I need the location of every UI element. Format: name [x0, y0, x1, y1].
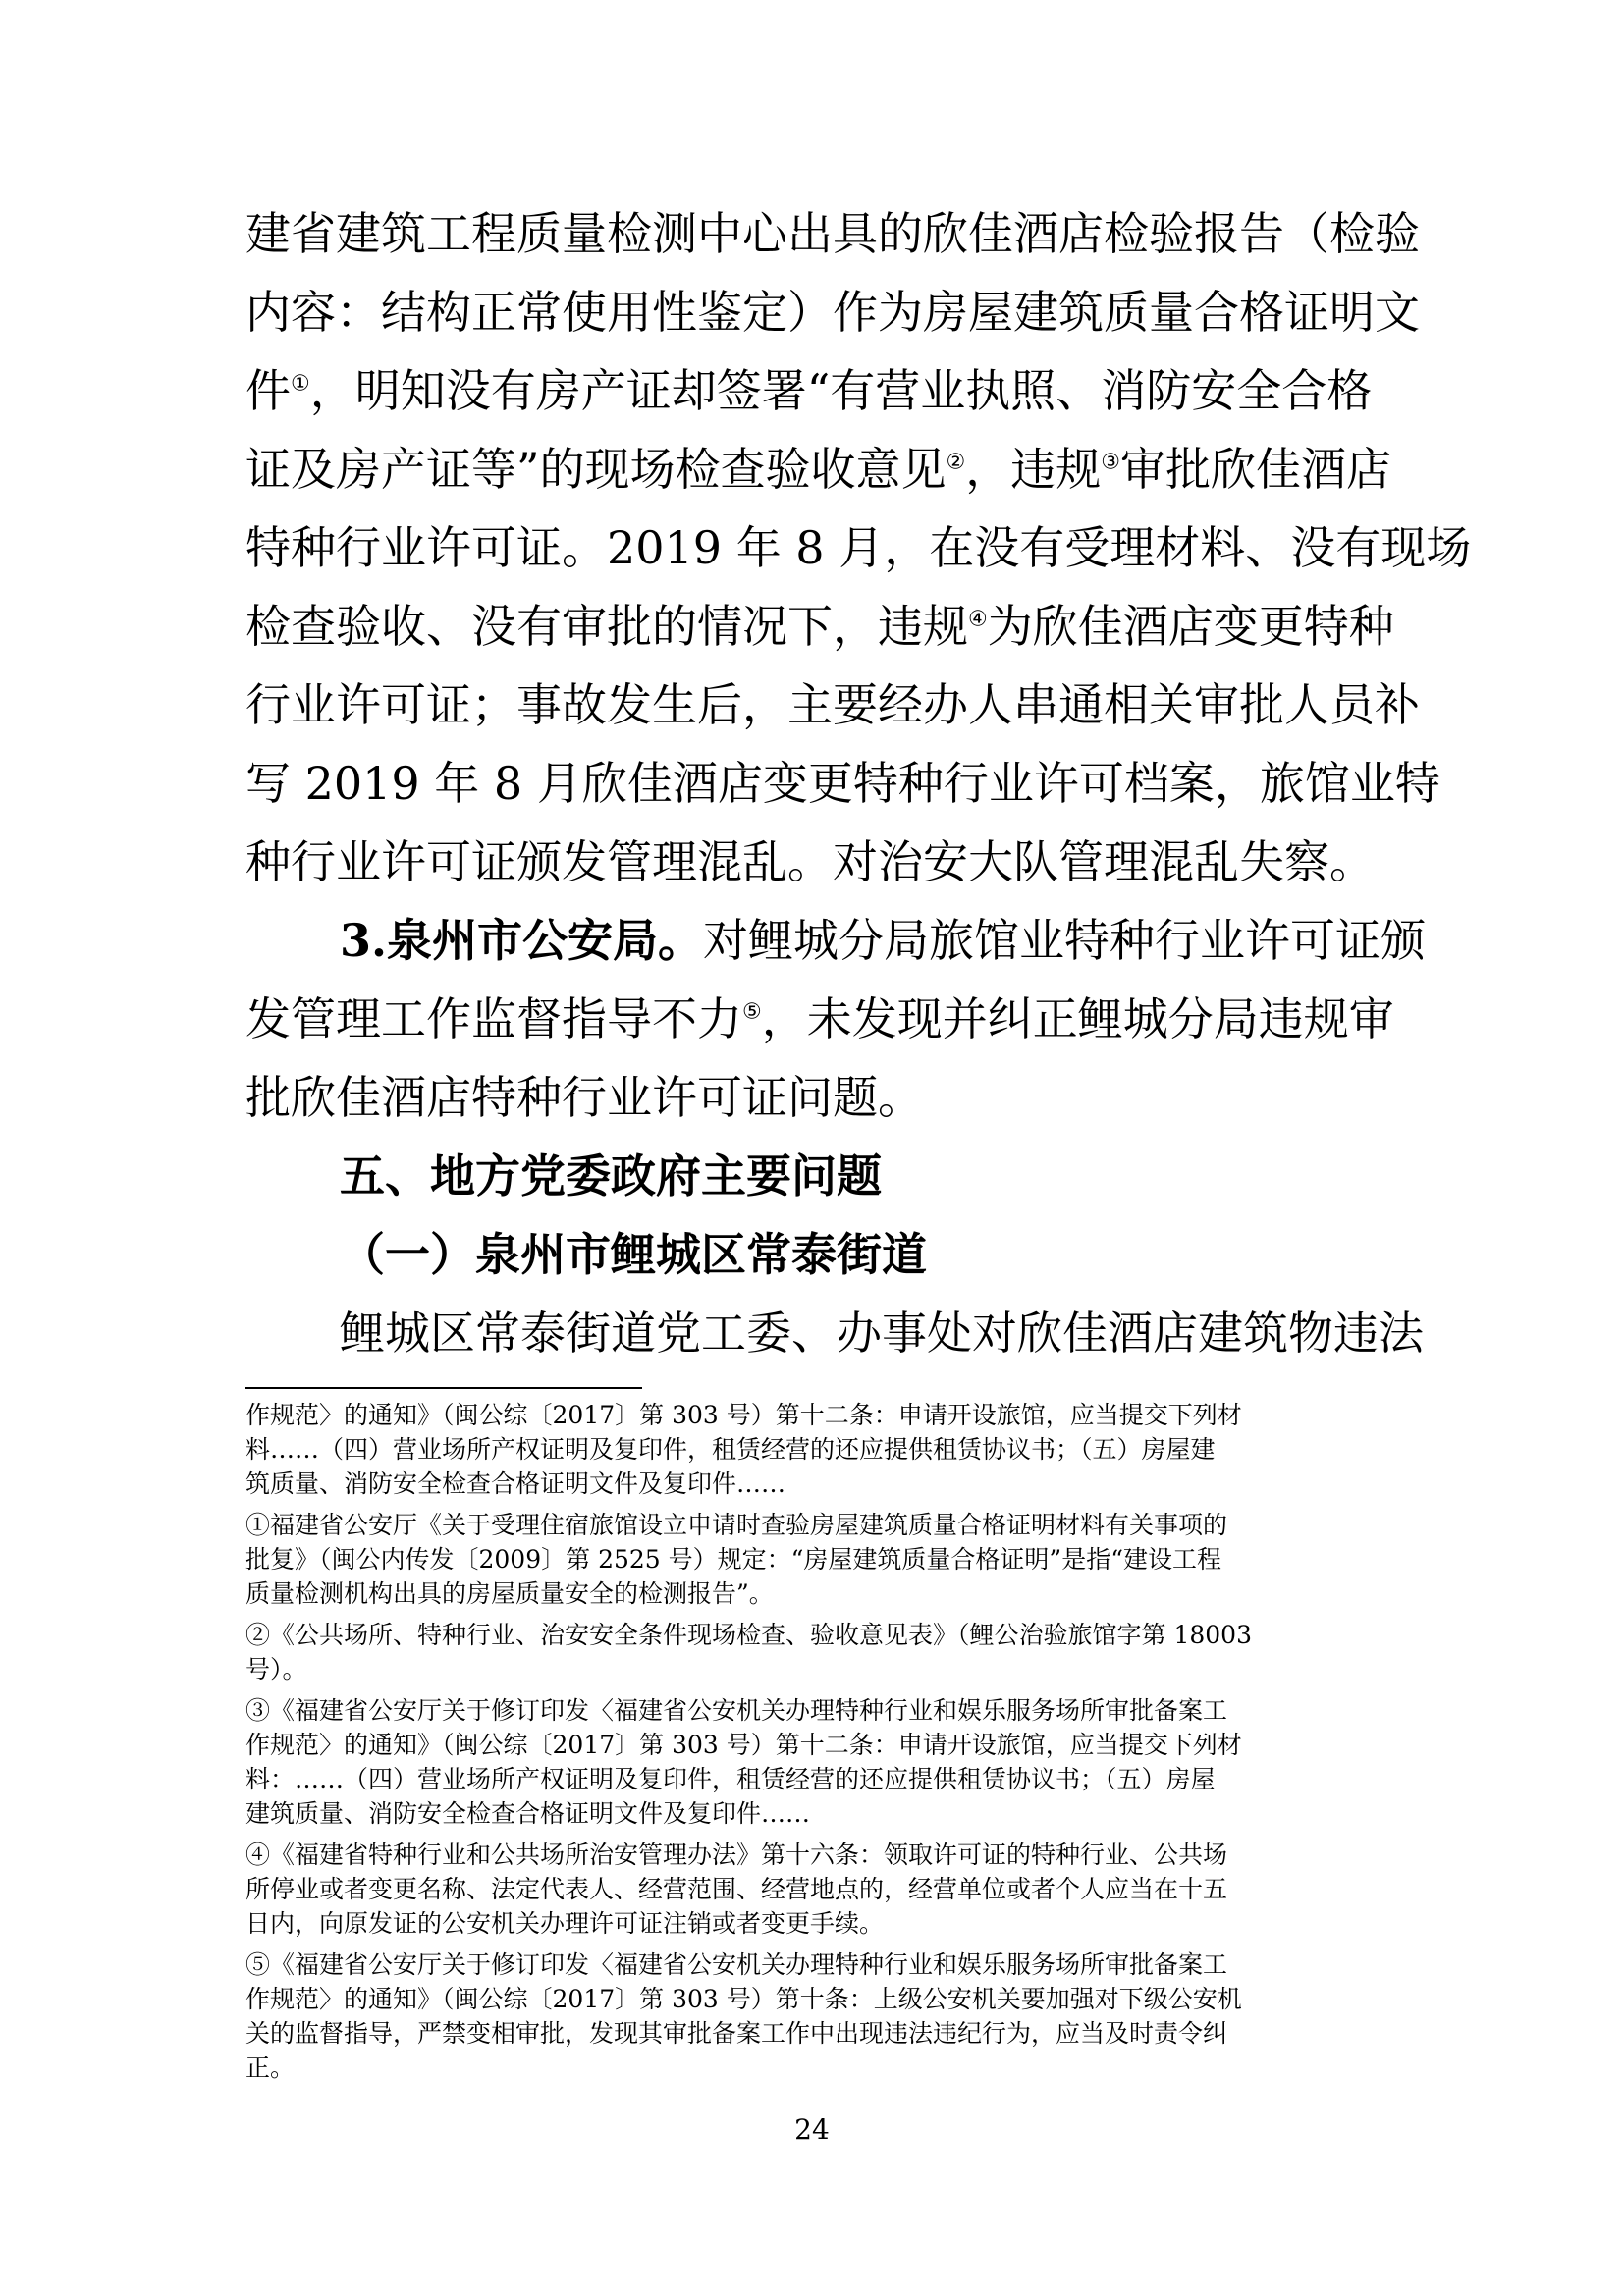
footnote-ref[interactable]: ①	[291, 371, 310, 397]
footnote-line: 料……（四）营业场所产权证明及复印件，租赁经营的还应提供租赁协议书；（五）房屋建	[245, 1435, 1216, 1464]
body-line	[245, 351, 1384, 430]
body-line	[245, 823, 1384, 901]
body-line	[245, 194, 1420, 273]
text-span: 内容：结构正常使用性鉴定）作为房屋建筑质量合格证明文	[245, 286, 1420, 339]
body-line	[245, 666, 1420, 744]
text-span: 发管理工作监督指导不力	[245, 992, 742, 1045]
subsection-heading: （一）泉州市鲤城区常泰街道	[340, 1228, 927, 1281]
text-span: ，未发现并纠正鲤城分局违规审	[761, 992, 1394, 1045]
footnote-line: 作规范〉的通知》（闽公综〔2017〕第 303 号）第十二条：申请开设旅馆，应当提交下列材	[245, 1401, 1242, 1429]
footnote-ref[interactable]: ④	[968, 607, 988, 632]
text-span: 为欣佳酒店变更特种	[987, 600, 1394, 653]
body-line	[245, 980, 1394, 1058]
text-span: 检查验收、没有审批的情况下，违规	[245, 600, 968, 653]
body-line	[245, 508, 1472, 587]
footnote-line: 正。	[245, 2054, 296, 2082]
text-span: 建省建筑工程质量检测中心出具的欣佳酒店检验报告（检验	[245, 207, 1420, 260]
text-span: 写 2019 年 8 月欣佳酒店变更特种行业许可档案，旅馆业特	[245, 757, 1440, 810]
footnote-divider	[245, 1387, 642, 1389]
footnote-line: ⑤《福建省公安厅关于修订印发〈福建省公安机关办理特种行业和娱乐服务场所审批备案工	[245, 1950, 1228, 1979]
body-line	[245, 273, 1420, 351]
footnote-line: 质量检测机构出具的房屋质量安全的检测报告”。	[245, 1579, 774, 1608]
footnote-ref[interactable]: ⑤	[742, 999, 762, 1025]
footnote-line: ③《福建省公安厅关于修订印发〈福建省公安机关办理特种行业和娱乐服务场所审批备案工	[245, 1696, 1228, 1725]
footnote-line: 建筑质量、消防安全检查合格证明文件及复印件……	[245, 1799, 811, 1828]
footnote-line: 号）。	[245, 1655, 307, 1683]
footnote-line: ②《公共场所、特种行业、治安安全条件现场检查、验收意见表》（鲤公治验旅馆字第 18003	[245, 1621, 1252, 1649]
footnotes	[245, 1398, 1384, 2085]
body-line	[245, 430, 1391, 508]
footnote-line: 关的监督指导，严禁变相审批，发现其审批备案工作中出现违法违纪行为，应当及时责令纠	[245, 2019, 1228, 2048]
body-line	[245, 1058, 1384, 1137]
page-number: 24	[794, 2113, 830, 2146]
footnote-ref[interactable]: ③	[1101, 450, 1120, 475]
text-span: 证及房产证等”的现场检查验收意见	[245, 443, 947, 496]
text-span: 审批欣佳酒店	[1120, 443, 1391, 496]
footnote-line: 作规范〉的通知》（闽公综〔2017〕第 303 号）第十二条：申请开设旅馆，应当提交下列材	[245, 1731, 1242, 1759]
text-span: 批欣佳酒店特种行业许可证问题。	[245, 1071, 923, 1124]
footnote-line: ④《福建省特种行业和公共场所治安管理办法》第十六条：领取许可证的特种行业、公共场	[245, 1841, 1228, 1869]
body-line	[245, 587, 1394, 666]
section-heading: 五、地方党委政府主要问题	[340, 1149, 882, 1202]
text-span: 特种行业许可证。2019 年 8 月，在没有受理材料、没有现场	[245, 521, 1472, 574]
footnote-ref[interactable]: ②	[946, 450, 966, 475]
text-span: 种行业许可证颁发管理混乱。对治安大队管理混乱失察。	[245, 835, 1375, 888]
text-span: 行业许可证；事故发生后，主要经办人串通相关审批人员补	[245, 678, 1420, 731]
body-text	[245, 194, 1472, 1372]
text-span: 鲤城区常泰街道党工委、办事处对欣佳酒店建筑物违法	[340, 1307, 1424, 1360]
footnote-line: 作规范〉的通知》（闽公综〔2017〕第 303 号）第十条：上级公安机关要加强对下级公安机	[245, 1985, 1242, 2013]
body-line	[245, 744, 1440, 823]
text-span: ，违规	[965, 443, 1102, 496]
footnote-line: 批复》（闽公内传发〔2009〕第 2525 号）规定：“房屋建筑质量合格证明”是指“建设工程	[245, 1545, 1221, 1574]
item-lead: 3.泉州市公安局。	[340, 914, 704, 967]
body-line	[245, 901, 1427, 980]
footnote-line: 日内，向原发证的公安机关办理许可证注销或者变更手续。	[245, 1909, 885, 1938]
body-line	[245, 1294, 1424, 1372]
footnote-line: ①福建省公安厅《关于受理住宿旅馆设立申请时查验房屋建筑质量合格证明材料有关事项的	[245, 1511, 1228, 1539]
footnote-line: 料：……（四）营业场所产权证明及复印件，租赁经营的还应提供租赁协议书；（五）房屋	[245, 1765, 1216, 1793]
footnote-line: 所停业或者变更名称、法定代表人、经营范围、经营地点的，经营单位或者个人应当在十五	[245, 1875, 1228, 1903]
footnote-line: 筑质量、消防安全检查合格证明文件及复印件……	[245, 1469, 786, 1498]
text-span: 对鲤城分局旅馆业特种行业许可证颁	[703, 914, 1427, 967]
text-span: 件	[245, 364, 291, 417]
text-span: ，明知没有房产证却签署“有营业执照、消防安全合格	[309, 364, 1373, 417]
